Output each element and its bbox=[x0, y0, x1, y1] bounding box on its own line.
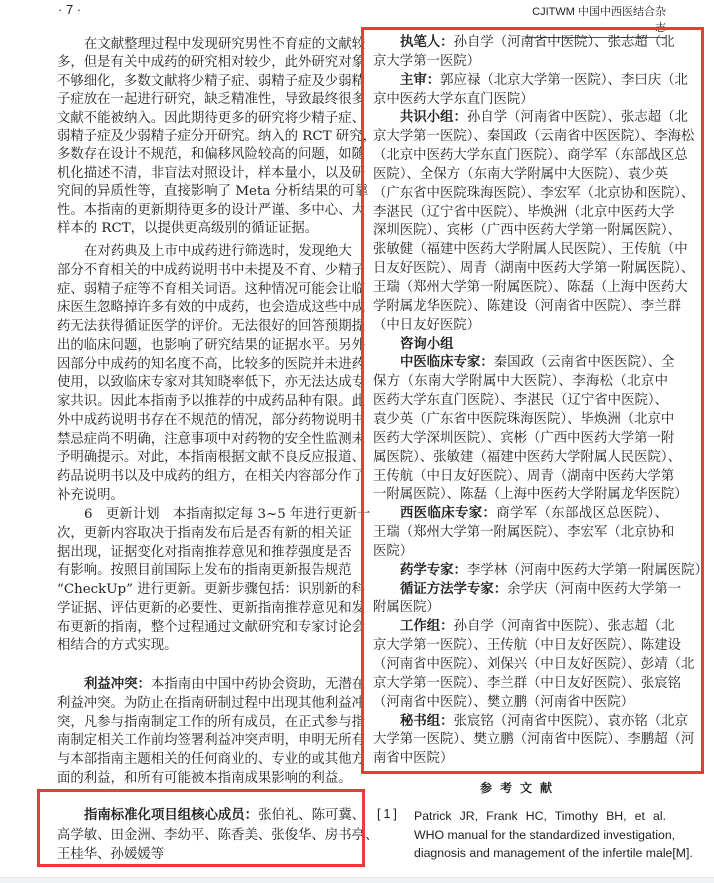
paragraph-line bbox=[57, 91, 365, 109]
paragraph bbox=[57, 243, 365, 506]
line-text: 京中医药大学东直门医院） bbox=[373, 91, 534, 107]
line-text: 床医生忽略掉许多有效的中成药，也会造成这些中成 bbox=[57, 300, 365, 316]
line-text: 郭应禄（北京大学第一医院）、李曰庆（北 bbox=[440, 72, 688, 88]
line-text: 张伯礼、陈可冀、 bbox=[258, 808, 366, 823]
line-text: 孙自学（河南省中医院）、张志超（北 bbox=[466, 110, 688, 126]
paragraph-line bbox=[57, 318, 365, 337]
paragraph-line bbox=[57, 468, 365, 487]
line-text: 外中成药说明书存在不规范的情况，部分药物说明书 bbox=[57, 412, 365, 428]
line-text: 南制定相关工作前均签署利益冲突声明，申明无所有 bbox=[57, 733, 365, 749]
line-text: 属医院）、张敏建（福建中医药大学附属人民医院）、 bbox=[373, 449, 681, 465]
section-label: 咨询小组 bbox=[400, 336, 454, 352]
section-label: 主审： bbox=[400, 72, 441, 88]
line-text: 家共识。因此本指南予以推荐的中成药品种有限。此 bbox=[57, 394, 365, 409]
line-text: 秦国政（云南省中医医院）、全 bbox=[493, 355, 675, 371]
paragraph-line bbox=[57, 695, 365, 714]
paragraph-line bbox=[57, 146, 365, 164]
line-text: 张宸铭（河南省中医院）、袁亦铭（北京 bbox=[453, 713, 688, 729]
line-text: 弱精子症及少弱精子症分开研究。纳入的 RCT 研究， bbox=[57, 128, 376, 144]
paragraph-line bbox=[57, 581, 365, 600]
line-text: 子症放在一起进行研究，缺乏精准性，导致最终很多 bbox=[57, 92, 365, 108]
paragraph-line bbox=[57, 202, 365, 220]
line-text: 使用，以致临床专家对其知晓率低下，亦无法达成专 bbox=[57, 375, 365, 391]
line-text: 部分不育相关的中成药说明书中未提及不育、少精子 bbox=[57, 262, 365, 278]
paragraph-line bbox=[57, 183, 369, 201]
line-text: 李学林（河南中医药大学第一附属医院） bbox=[466, 562, 708, 578]
line-text: 附属医院） bbox=[373, 600, 440, 616]
line-text: 医药大学深圳医院）、宾彬（广西中医药大学第一附 bbox=[373, 430, 675, 446]
section-label: 秘书组： bbox=[400, 713, 454, 729]
page-number: · 7 · bbox=[58, 2, 82, 17]
paragraph-line bbox=[57, 751, 365, 770]
line-text: 王瑞（郑州大学第一附属医院）、李宏军（北京协和 bbox=[373, 525, 675, 541]
line-text: 南省中医院） bbox=[373, 751, 454, 767]
line-text: 突，凡参与指南制定工作的所有成员，在正式参与指 bbox=[57, 714, 365, 730]
paragraph-line bbox=[57, 562, 352, 581]
paragraph-line bbox=[57, 431, 365, 450]
line-text: 利益冲突。为防止在指南研制过程中出现其他利益冲 bbox=[57, 695, 365, 711]
reference-line: diagnosis and management of the infertile male[M]. bbox=[414, 846, 693, 860]
line-text: 高学敏、田金洲、李幼平、陈香美、张俊华、房书亭、 bbox=[57, 827, 379, 843]
section-label: 共识小组： bbox=[400, 110, 467, 126]
line-text: 医药大学东直门医院）、李湛民（辽宁省中医院）、 bbox=[373, 393, 668, 409]
paragraph-line bbox=[57, 73, 365, 91]
line-text: 症、弱精子症等不育相关词语。这种情况可能会让临 bbox=[57, 281, 365, 297]
line-text: 补充说明。 bbox=[57, 487, 124, 503]
section-label: 指南标准化项目组核心成员： bbox=[84, 808, 259, 823]
line-text: 予明确提示。对此，本指南根据文献不良反应报道、 bbox=[57, 450, 365, 466]
line-text: 文献不能被纳入。因此期待更多的研究将少精子症、 bbox=[57, 110, 365, 126]
paragraph-line bbox=[57, 128, 376, 146]
paragraph-line bbox=[57, 544, 352, 563]
line-text: 机化描述不清，非盲法对照设计，样本量小，以及研 bbox=[57, 165, 365, 181]
line-text: 医院）、全保方（东南大学附属中大医院）、袁少英 bbox=[373, 166, 668, 182]
paragraph-line bbox=[57, 619, 365, 638]
line-text: 医院） bbox=[373, 543, 414, 559]
line-text: 禁忌症尚不明确，注意事项中对药物的安全性监测未 bbox=[57, 431, 365, 447]
line-text: 袁少英（广东省中医院珠海医院）、毕焕洲（北京中 bbox=[373, 411, 675, 427]
viewer-bottom-bar bbox=[0, 877, 714, 883]
paragraph-line bbox=[57, 356, 365, 375]
line-text: （广东省中医院珠海医院）、李宏军（北京协和医院）、 bbox=[373, 185, 695, 201]
line-text: 京大学第一医院）、秦国政（云南省中医医院）、李海松 bbox=[373, 129, 695, 145]
line-text: 学附属龙华医院）、陈建设（河南省中医院）、李兰群 bbox=[373, 298, 681, 314]
line-text: 商学军（东部战区总医院）、 bbox=[496, 506, 669, 522]
reference-line: Patrick JR, Frank HC, Timothy BH, et al. bbox=[414, 809, 666, 823]
paragraph-line bbox=[57, 337, 365, 356]
line-text: 王传航（中日友好医院）、周青（湖南中医药大学第 bbox=[373, 468, 675, 484]
paragraph-line bbox=[57, 110, 365, 128]
line-text: 与本部指南主题相关的任何商业的、专业的或其他方 bbox=[57, 752, 365, 767]
section-label: 工作组： bbox=[400, 619, 454, 635]
line-text: 深圳医院）、宾彬（广西中医药大学第一附属医院）、 bbox=[373, 223, 681, 239]
line-text: 本指南由中国中药协会资助，无潜在 bbox=[150, 677, 366, 692]
line-text: 学证据、评估更新的必要性、更新指南推荐意见和发 bbox=[57, 600, 365, 616]
line-text: 王瑞（郑州大学第一附属医院）、陈磊（上海中医药大 bbox=[373, 279, 688, 295]
line-text: 出的临床问题，也影响了研究结果的证据水平。另外 bbox=[57, 337, 365, 353]
paragraph-line bbox=[57, 281, 365, 300]
line-text: 保方（东南大学附属中大医院）、李海松（北京中 bbox=[373, 374, 668, 390]
paragraph bbox=[57, 676, 366, 789]
paragraph-line bbox=[57, 770, 352, 789]
paragraph-line bbox=[57, 54, 365, 72]
line-text: 在对药典及上市中成药进行筛选时，发现绝大 bbox=[84, 244, 352, 259]
paragraph-line bbox=[57, 676, 366, 695]
section-label: 执笔人： bbox=[400, 35, 454, 50]
reference-text bbox=[414, 807, 693, 863]
line-text: （河南省中医院）、刘保兴（中日友好医院）、彭靖（北 bbox=[373, 657, 695, 673]
paragraph-line bbox=[57, 506, 371, 525]
line-text: 样本的 RCT，以提供更高级别的循证证据。 bbox=[57, 220, 319, 236]
highlight-box-authors bbox=[361, 27, 704, 774]
paragraph-line bbox=[57, 299, 365, 318]
line-text: 究间的异质性等，直接影响了 Meta 分析结果的可靠 bbox=[57, 184, 369, 200]
line-text: 6 更新计划 本指南拟定每 3~5 年进行更新一 bbox=[84, 507, 371, 522]
line-text: “CheckUp” 进行更新。更新步骤包括：识别新的科 bbox=[57, 582, 365, 597]
paragraph-line bbox=[57, 449, 365, 468]
line-text: 药品说明书以及中成药的组方，在相关内容部分作了 bbox=[57, 469, 365, 484]
line-text: 药无法获得循证医学的评价。无法很好的回答预期提 bbox=[57, 319, 365, 334]
line-text: 余学庆（河南中医药大学第一 bbox=[507, 581, 682, 597]
paragraph-line bbox=[57, 374, 365, 393]
line-text: 有影响。按照目前国际上发布的指南更新报告规范 bbox=[57, 563, 352, 579]
line-text: 布更新的指南，整个过程通过文献研究和专家讨论会 bbox=[57, 619, 365, 635]
line-text: 京大学第一医院）、王传航（中日友好医院）、陈建设 bbox=[373, 638, 681, 654]
line-text: 据出现，证据变化对指南推荐意见和推荐强度是否 bbox=[57, 544, 352, 560]
line-text: 李湛民（辽宁省中医院）、毕焕洲（北京中医药大学 bbox=[373, 204, 675, 220]
section-label: 中医临床专家： bbox=[400, 355, 494, 371]
line-text: 京大学第一医院） bbox=[373, 53, 481, 69]
line-text: 孙自学（河南省中医院）、张志超（北 bbox=[453, 619, 675, 635]
reference-line: WHO manual for the standardized investigation, bbox=[414, 827, 676, 842]
line-text: 大学第一医院）、樊立鹏（河南省中医院）、李鹏超（河 bbox=[373, 732, 695, 748]
paragraph-line bbox=[57, 637, 347, 656]
paragraph-line bbox=[57, 243, 352, 262]
line-text: 在文献整理过程中发现研究男性不育症的文献较 bbox=[84, 37, 366, 52]
section-label: 利益冲突： bbox=[84, 677, 151, 692]
line-text: 京大学第一医院）、李兰群（中日友好医院）、张宸铭 bbox=[373, 675, 681, 691]
reference-number: [1] bbox=[377, 807, 400, 821]
line-text: （北京中医药大学东直门医院）、商学军（东部战区总 bbox=[373, 148, 688, 164]
line-text: 张敏健（福建中医药大学附属人民医院）、王传航（中 bbox=[373, 242, 688, 258]
section-label: 循证方法学专家： bbox=[400, 581, 508, 597]
references-title: 参考文献 bbox=[479, 781, 560, 795]
line-text: 不够细化，多数文献将少精子症、弱精子症及少弱精 bbox=[57, 73, 365, 89]
section-label: 西医临床专家： bbox=[400, 506, 497, 522]
paragraph-line bbox=[57, 525, 352, 544]
paragraph-line bbox=[57, 393, 365, 412]
paragraph-line bbox=[57, 262, 365, 281]
line-text: （中日友好医院） bbox=[373, 317, 481, 333]
paragraph-line bbox=[57, 732, 365, 751]
paragraph-line bbox=[57, 600, 365, 619]
paragraph-line bbox=[57, 220, 347, 238]
line-text: 性。本指南的更新期待更多的设计严谨、多中心、大 bbox=[57, 202, 365, 218]
paragraph bbox=[57, 506, 371, 656]
section-label: 药学专家： bbox=[400, 562, 467, 578]
line-text: 孙自学（河南省中医院）、张志超（北 bbox=[453, 35, 675, 50]
paragraph-line bbox=[57, 487, 347, 506]
line-text: 相结合的方式实现。 bbox=[57, 638, 178, 654]
paragraph-line bbox=[57, 165, 365, 183]
highlight-box-core-members bbox=[37, 789, 365, 867]
line-text: 次，更新内容取决于指南发布后是否有新的相关证 bbox=[57, 525, 352, 541]
line-text: 面的利益，和所有可能被本指南成果影响的利益。 bbox=[57, 770, 352, 786]
line-text: 多数存在设计不规范，和偏移风险较高的问题，如随 bbox=[57, 147, 365, 163]
paragraph-line bbox=[57, 36, 366, 54]
line-text: 一附属医院）、陈磊（上海中医药大学附属龙华医院） bbox=[373, 487, 688, 503]
line-text: 因部分中成药的知名度不高，比较多的医院并未进药 bbox=[57, 356, 365, 372]
line-text: （河南省中医院）、樊立鹏（河南省中医院） bbox=[373, 694, 635, 710]
line-text: 多，但是有关中成药的研究相对较少，此外研究对象 bbox=[57, 55, 365, 71]
journal-header: CJITWM 中国中西医结合杂志 bbox=[525, 3, 666, 38]
paragraph bbox=[57, 36, 376, 238]
line-text: 日友好医院）、周青（湖南中医药大学第一附属医院）、 bbox=[373, 261, 695, 277]
paragraph-line bbox=[57, 412, 365, 431]
line-text: 王桂华、孙媛媛等 bbox=[57, 847, 165, 862]
paragraph-line bbox=[57, 714, 365, 733]
